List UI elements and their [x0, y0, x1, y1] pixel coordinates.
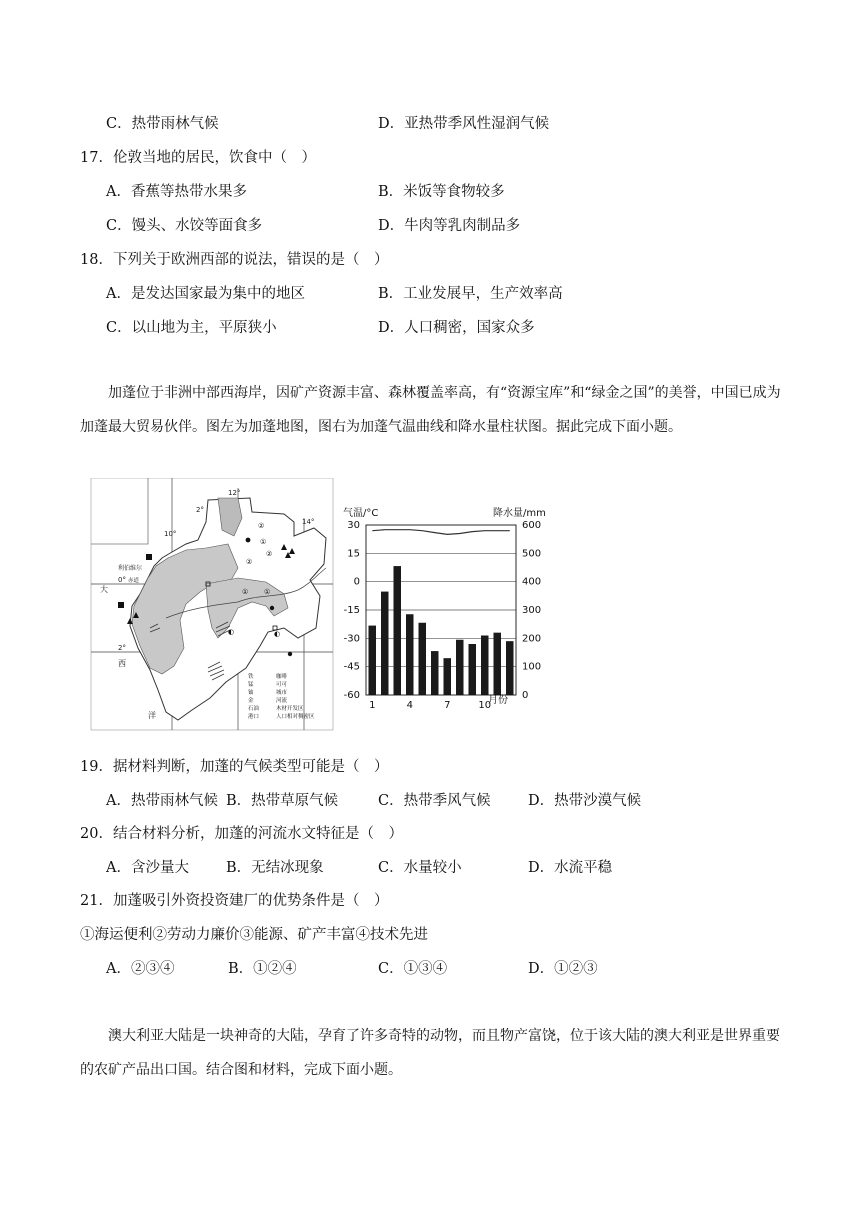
q18-option-a: A．是发达国家最为集中的地区 — [106, 286, 305, 302]
lat-label-0: 0° — [118, 576, 126, 584]
q21-option-a: A．②③④ — [106, 961, 175, 977]
precip-bar — [406, 614, 414, 695]
precip-axis-title: 降水量/mm — [493, 508, 546, 519]
q21-option-d: D．①②③ — [528, 961, 598, 977]
q17-option-a: A．香蕉等热带水果多 — [106, 184, 247, 200]
precip-bar — [506, 641, 514, 695]
precip-bar — [394, 566, 402, 695]
svg-text:①: ① — [260, 538, 267, 546]
q16-option-c: C．热带雨林气候 — [106, 116, 219, 132]
climate-chart — [343, 506, 546, 711]
temp-tick-label: 15 — [347, 548, 360, 560]
ocean-label-3: 洋 — [148, 711, 156, 720]
q21-conditions: ①海运便利②劳动力廉价③能源、矿产丰富④技术先进 — [80, 927, 428, 943]
month-tick-label: 1 — [369, 700, 376, 711]
legend-coffee: 咖啡 — [276, 674, 288, 680]
precip-bar — [456, 640, 464, 695]
q16-option-d: D．亚热带季风性湿润气候 — [378, 116, 550, 132]
precip-bar — [431, 651, 439, 695]
q21-option-b: B．①②④ — [228, 961, 297, 977]
temp-tick-label: -45 — [343, 661, 360, 673]
svg-text:①: ① — [264, 588, 271, 596]
lon-label-12: 12° — [228, 489, 241, 497]
precip-tick-label: 100 — [522, 661, 542, 673]
q18-option-d: D．人口稠密，国家众多 — [378, 320, 535, 336]
precip-bar — [369, 626, 377, 695]
precip-bar — [381, 592, 389, 695]
precip-tick-label: 300 — [522, 605, 542, 616]
q18-stem: 18．下列关于欧洲西部的说法，错误的是（ ） — [80, 252, 389, 268]
temp-axis-title: 气温/°C — [343, 508, 379, 519]
svg-text:②: ② — [258, 522, 265, 530]
q19-stem: 19．据材料判断，加蓬的气候类型可能是（ ） — [80, 759, 389, 775]
q20-stem: 20．结合材料分析，加蓬的河流水文特征是（ ） — [80, 826, 403, 842]
lon-label-14: 14° — [302, 518, 315, 526]
x-axis-title: 月份 — [488, 695, 508, 706]
lon-label-10: 10° — [164, 530, 177, 538]
svg-text:①: ① — [242, 588, 249, 596]
ocean-label-1: 大 — [100, 585, 108, 594]
legend-river: 河流 — [276, 698, 288, 704]
q19-option-c: C．热带季风气候 — [378, 793, 491, 809]
precip-bar — [494, 633, 502, 695]
svg-text:②: ② — [246, 558, 253, 566]
legend-iron: 铁 — [248, 674, 254, 680]
precip-tick-label: 500 — [522, 548, 542, 560]
q20-option-d: D．水流平稳 — [528, 860, 613, 876]
lat-label-2: 2° — [118, 644, 126, 652]
q17-option-c: C．馒头、水饺等面食多 — [106, 218, 263, 234]
legend-gold: 金 — [248, 698, 254, 704]
svg-text:◐: ◐ — [274, 630, 281, 638]
lon-label-2-north: 2° — [196, 506, 204, 514]
q20-option-b: B．无结冰现象 — [226, 860, 324, 876]
q19-option-b: B．热带草原气候 — [226, 793, 339, 809]
equator-label: 赤道 — [128, 578, 140, 584]
legend-port: 港口 — [248, 714, 260, 720]
precip-tick-label: 200 — [522, 633, 542, 645]
legend-uranium: 铀 — [248, 690, 254, 696]
month-tick-label: 4 — [406, 700, 413, 711]
gabon-figure — [88, 478, 558, 734]
legend-cocoa: 可可 — [276, 682, 288, 688]
temp-tick-label: -60 — [343, 690, 360, 701]
passage-gabon: 加蓬位于非洲中部西海岸，因矿产资源丰富、森林覆盖率高，有“资源宝库”和“绿金之国”的美誉，中国已成为加蓬最大贸易伙伴。图左为加蓬地图，图右为加蓬气温曲线和降水量柱状图。据此完成下面小题。 — [80, 385, 781, 435]
temp-tick-label: -15 — [343, 605, 360, 616]
legend-dense-population: 人口相对稠密区 — [276, 714, 315, 720]
q21-stem: 21．加蓬吸引外资投资建厂的优势条件是（ ） — [80, 893, 389, 909]
precip-bar — [419, 623, 427, 695]
ocean-label-2: 西 — [118, 659, 126, 668]
q20-option-c: C．水量较小 — [378, 860, 462, 876]
q19-option-d: D．热带沙漠气候 — [528, 793, 642, 809]
q21-option-c: C．①③④ — [378, 961, 448, 977]
temp-tick-label: 30 — [347, 520, 360, 531]
q19-option-a: A．热带雨林气候 — [106, 793, 218, 809]
q17-stem: 17．伦敦当地的居民，饮食中（ ） — [80, 150, 316, 166]
q17-option-d: D．牛肉等乳肉制品多 — [378, 218, 521, 234]
temp-tick-label: -30 — [343, 633, 360, 645]
svg-text:②: ② — [266, 550, 273, 558]
gabon-map — [91, 478, 333, 730]
precip-tick-label: 600 — [522, 520, 542, 531]
temperature-curve — [372, 530, 510, 535]
q18-option-c: C．以山地为主，平原狭小 — [106, 320, 277, 336]
precip-bar — [444, 658, 452, 695]
svg-text:◐: ◐ — [228, 628, 235, 636]
precip-tick-label: 0 — [522, 690, 529, 701]
legend-timber: 木材开发区 — [276, 706, 304, 712]
precip-bar — [469, 644, 477, 695]
q18-option-b: B．工业发展早，生产效率高 — [378, 286, 563, 302]
precip-tick-label: 400 — [522, 576, 542, 588]
month-tick-label: 7 — [444, 700, 451, 711]
month-tick-label: 10 — [478, 700, 492, 711]
q20-option-a: A．含沙量大 — [106, 860, 189, 876]
legend-manganese: 锰 — [248, 682, 254, 688]
passage-australia: 澳大利亚大陆是一块神奇的大陆，孕育了许多奇特的动物，而且物产富饶，位于该大陆的澳大利亚是世界重要的农矿产品出口国。结合图和材料，完成下面小题。 — [80, 1028, 780, 1078]
legend-city: 城市 — [276, 690, 288, 696]
q17-option-b: B．米饭等食物较多 — [378, 184, 505, 200]
precip-bar — [481, 636, 489, 696]
city-label-libreville: 利伯维尔 — [118, 565, 143, 572]
temp-tick-label: 0 — [353, 576, 360, 588]
legend-oil: 石油 — [248, 706, 260, 712]
